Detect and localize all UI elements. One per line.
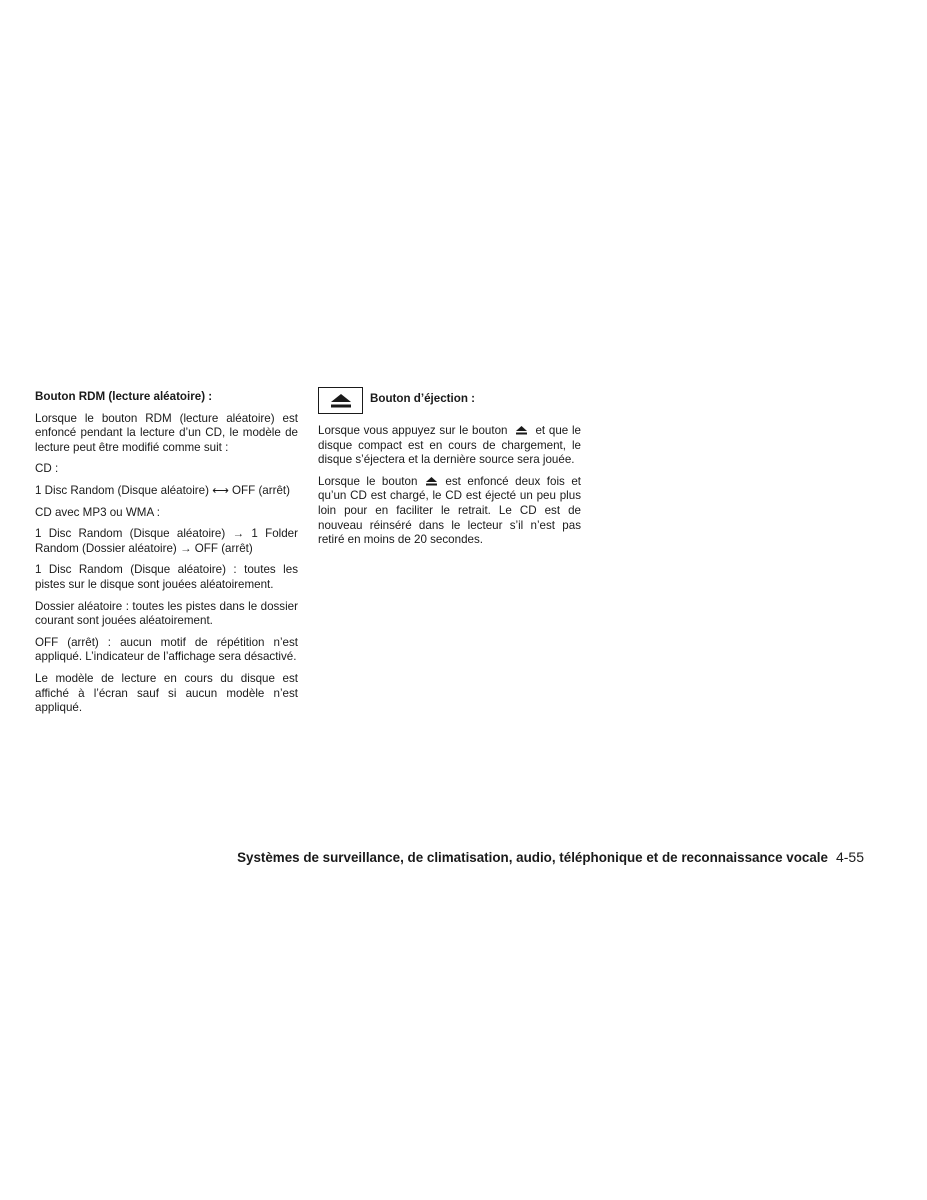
eject-icon bbox=[516, 426, 527, 435]
page-number: 4-55 bbox=[835, 849, 864, 865]
section-title: Systèmes de surveillance, de climatisation, audio, téléphonique et de reconnaissance vocale bbox=[237, 850, 828, 865]
display-description: Le modèle de lecture en cours du disque est affiché à l’écran sauf si aucun modèle n’est appliqué. bbox=[35, 671, 298, 715]
disc-random-description: 1 Disc Random (Disque aléatoire) : toutes les pistes sur le disque sont jouées aléatoirement. bbox=[35, 563, 298, 591]
off-description: OFF (arrêt) : aucun motif de répétition n’est appliqué. L’indicateur de l’affichage sera désactivé. bbox=[35, 635, 298, 664]
inline-eject-icon-1 bbox=[507, 424, 535, 439]
eject-paragraph-1 bbox=[318, 424, 581, 468]
eject-paragraph-2-start: Lorsque le bouton bbox=[318, 474, 418, 488]
inline-eject-icon-2 bbox=[417, 475, 445, 490]
rdm-heading: Bouton RDM (lecture aléatoire) : bbox=[35, 390, 213, 403]
eject-paragraph-1-end: et que le disque compact est en cours de chargement, le disque s’éjectera et la dernière source sera jouée. bbox=[318, 424, 581, 467]
eject-paragraph-1-start: Lorsque vous appuyez sur le bouton bbox=[318, 424, 508, 437]
mp3-wma-label: CD avec MP3 ou WMA : bbox=[35, 505, 160, 519]
folder-random-description: Dossier aléatoire : toutes les pistes dans le dossier courant sont jouées aléatoirement. bbox=[35, 599, 298, 628]
cd-sequence: 1 Disc Random (Disque aléatoire) ⟷ OFF (arrêt) bbox=[35, 483, 291, 497]
eject-paragraph-2 bbox=[318, 475, 581, 548]
right-column bbox=[318, 387, 581, 555]
eject-icon bbox=[331, 394, 351, 408]
eject-icon bbox=[426, 477, 437, 486]
eject-paragraph-2-end: est enfoncé deux fois et qu’un CD est chargé, le CD est éjecté un peu plus loin pour en faciliter le retrait. Le CD est de nouveau réinséré dans le lecteur s’il n’est pas retiré en moins de 20 secondes. bbox=[318, 474, 582, 547]
eject-button-illustration bbox=[318, 387, 363, 414]
mp3-wma-sequence: 1 Disc Random (Disque aléatoire) → 1 Folder Random (Dossier aléatoire) → OFF (arrêt) bbox=[35, 527, 298, 555]
eject-heading-row bbox=[318, 387, 581, 414]
rdm-intro-paragraph: Lorsque le bouton RDM (lecture aléatoire) est enfoncé pendant la lecture d’un CD, le modèle de lecture peut être modifié comme suit : bbox=[35, 411, 298, 454]
cd-label: CD : bbox=[35, 462, 59, 476]
left-column bbox=[35, 390, 298, 723]
page-footer bbox=[0, 849, 864, 865]
eject-heading: Bouton d’éjection : bbox=[370, 392, 475, 405]
